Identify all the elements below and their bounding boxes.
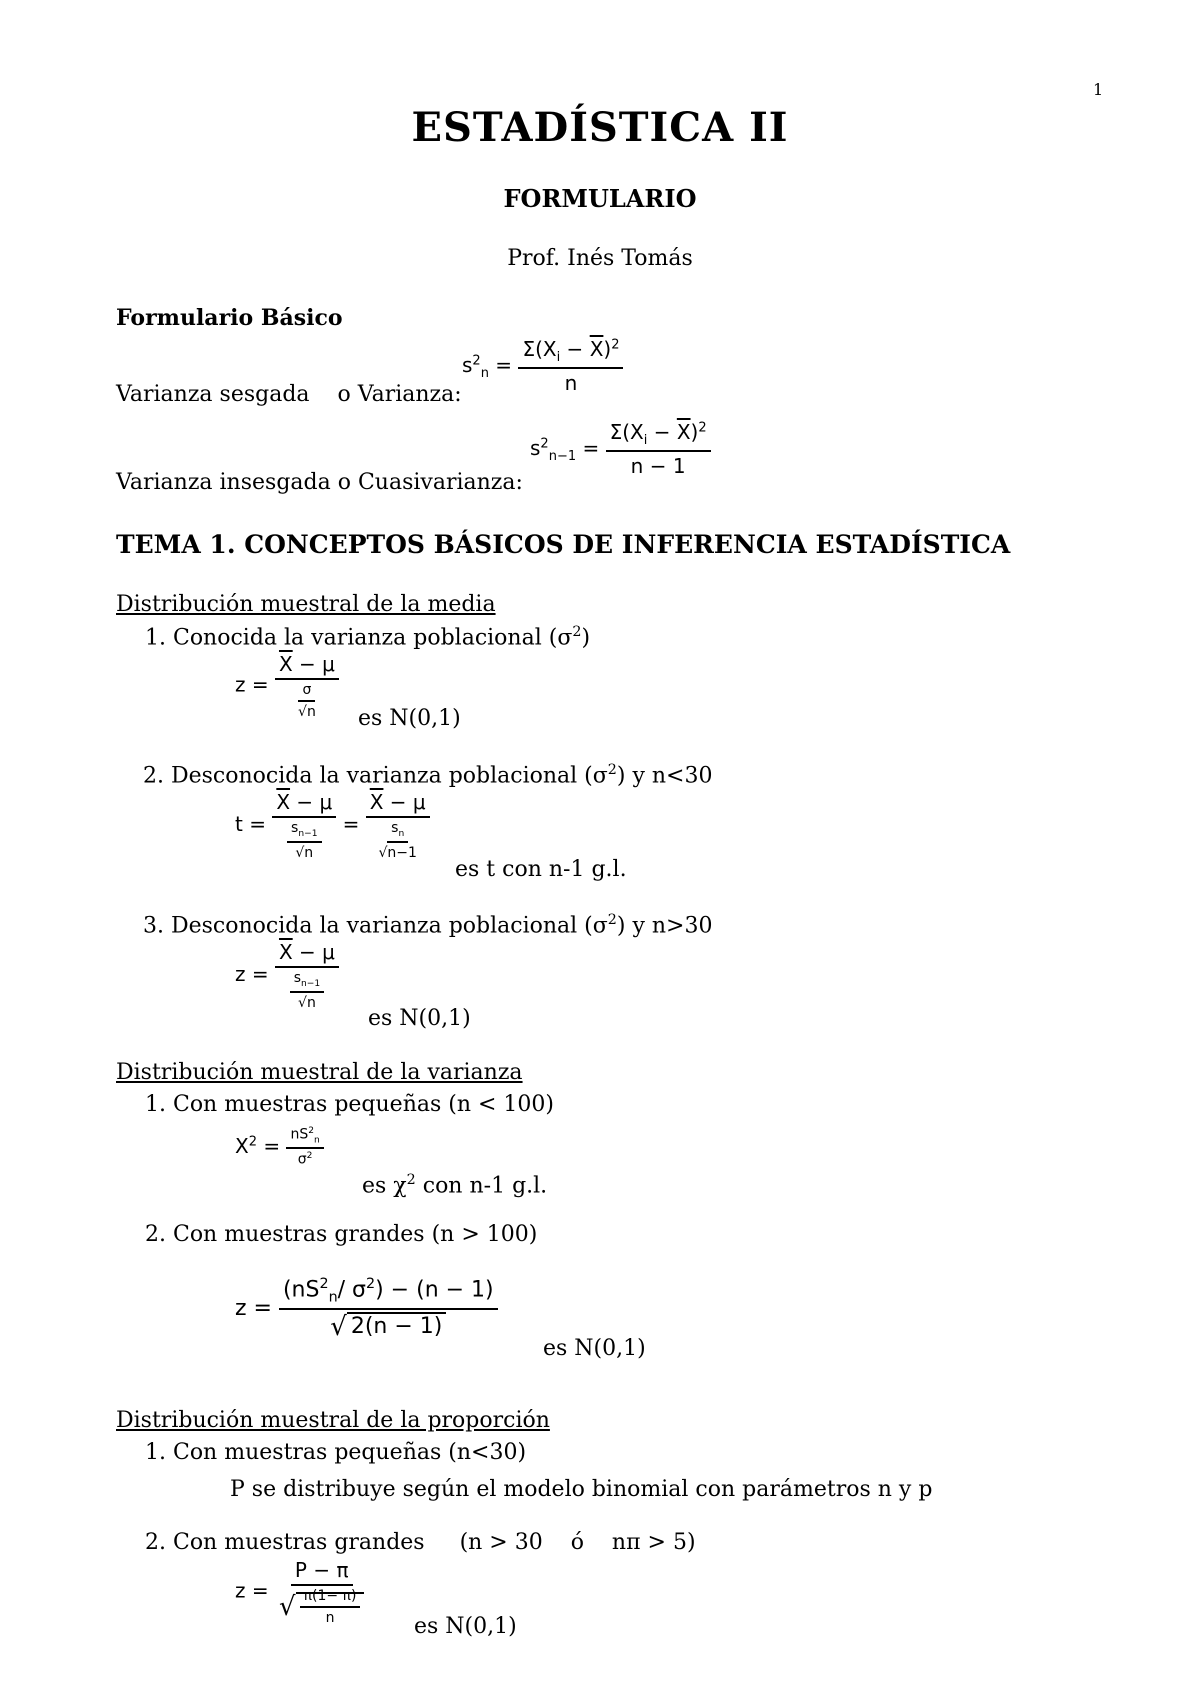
- mean-case3-formula: z = $\frac{\overline{X} - \mu}{\frac{s_{n-1}}{√n}}$: [235, 940, 339, 1011]
- mean-case1: 1. Conocida la varianza poblacional $(\sigma^2)$: [145, 624, 591, 651]
- proportion-heading: Distribución muestral de la proporción: [116, 1408, 550, 1433]
- variance-case2-formula: z = $\frac{(nS^2_n/ \sigma^2) - (n - 1)}{√ 2(n - 1)}$: [235, 1276, 498, 1342]
- unbiased-variance-label: Varianza insesgada o Cuasivarianza:: [116, 470, 523, 495]
- unbiased-variance-formula: $s^2_{n-1}$ = $\frac{\Sigma(X_i - \overline{X})^2}{n - 1}$: [530, 420, 711, 478]
- variance-case1-formula: $X^2$ = $\frac{nS^2_n}{\sigma^2}$: [235, 1126, 324, 1168]
- mean-case2: 2. Desconocida la varianza poblacional $(\sigma^2)$ y n<30: [143, 762, 713, 789]
- variance-case1-dist: es $\chi^2$ con n-1 g.l.: [362, 1172, 548, 1199]
- mean-case1-dist: es N(0,1): [358, 706, 461, 731]
- mean-case2-formula: t = $\frac{\overline{X} - \mu}{\frac{s_{n-1}}{√n}}$ = $\frac{\overline{X} - \mu}{\frac{s_n}{√n-1}}$: [235, 790, 430, 861]
- mean-case2-dist: es t con n-1 g.l.: [455, 857, 627, 882]
- variance-case2-dist: es N(0,1): [543, 1336, 646, 1361]
- document-title: ESTADÍSTICA II: [411, 104, 789, 151]
- biased-variance-label: Varianza sesgada o Varianza:: [116, 382, 462, 407]
- author: Prof. Inés Tomás: [507, 246, 693, 271]
- basic-heading: Formulario Básico: [116, 305, 343, 331]
- mean-case3: 3. Desconocida la varianza poblacional $(\sigma^2)$ y n>30: [143, 912, 713, 939]
- variance-case1: 1. Con muestras pequeñas (n < 100): [145, 1092, 555, 1117]
- mean-case3-dist: es N(0,1): [368, 1006, 471, 1031]
- proportion-case2-formula: z = P − π √ $\frac{\pi(1- \pi)}{n}$: [235, 1558, 368, 1626]
- page-number: 1: [1093, 80, 1104, 99]
- proportion-case2-dist: es N(0,1): [414, 1614, 517, 1639]
- mean-heading: Distribución muestral de la media: [116, 592, 496, 617]
- variance-heading: Distribución muestral de la varianza: [116, 1060, 523, 1085]
- proportion-case1: 1. Con muestras pequeñas (n<30): [145, 1440, 527, 1465]
- variance-case2: 2. Con muestras grandes (n > 100): [145, 1222, 538, 1247]
- mean-case1-formula: z = $\frac{\overline{X} - \mu}{\frac{\sigma}{√n}}$: [235, 652, 339, 720]
- proportion-case2: 2. Con muestras grandes (n > 30 ó nπ > 5): [145, 1530, 696, 1555]
- document-subtitle: FORMULARIO: [503, 184, 697, 213]
- tema1-heading: TEMA 1. CONCEPTOS BÁSICOS DE INFERENCIA ESTADÍSTICA: [116, 530, 1011, 559]
- proportion-case1-text: P se distribuye según el modelo binomial con parámetros n y p: [230, 1477, 933, 1502]
- biased-variance-formula: $s^2_n$ = $\frac{\Sigma(X_i - \overline{X})^2}{n}$: [462, 337, 623, 395]
